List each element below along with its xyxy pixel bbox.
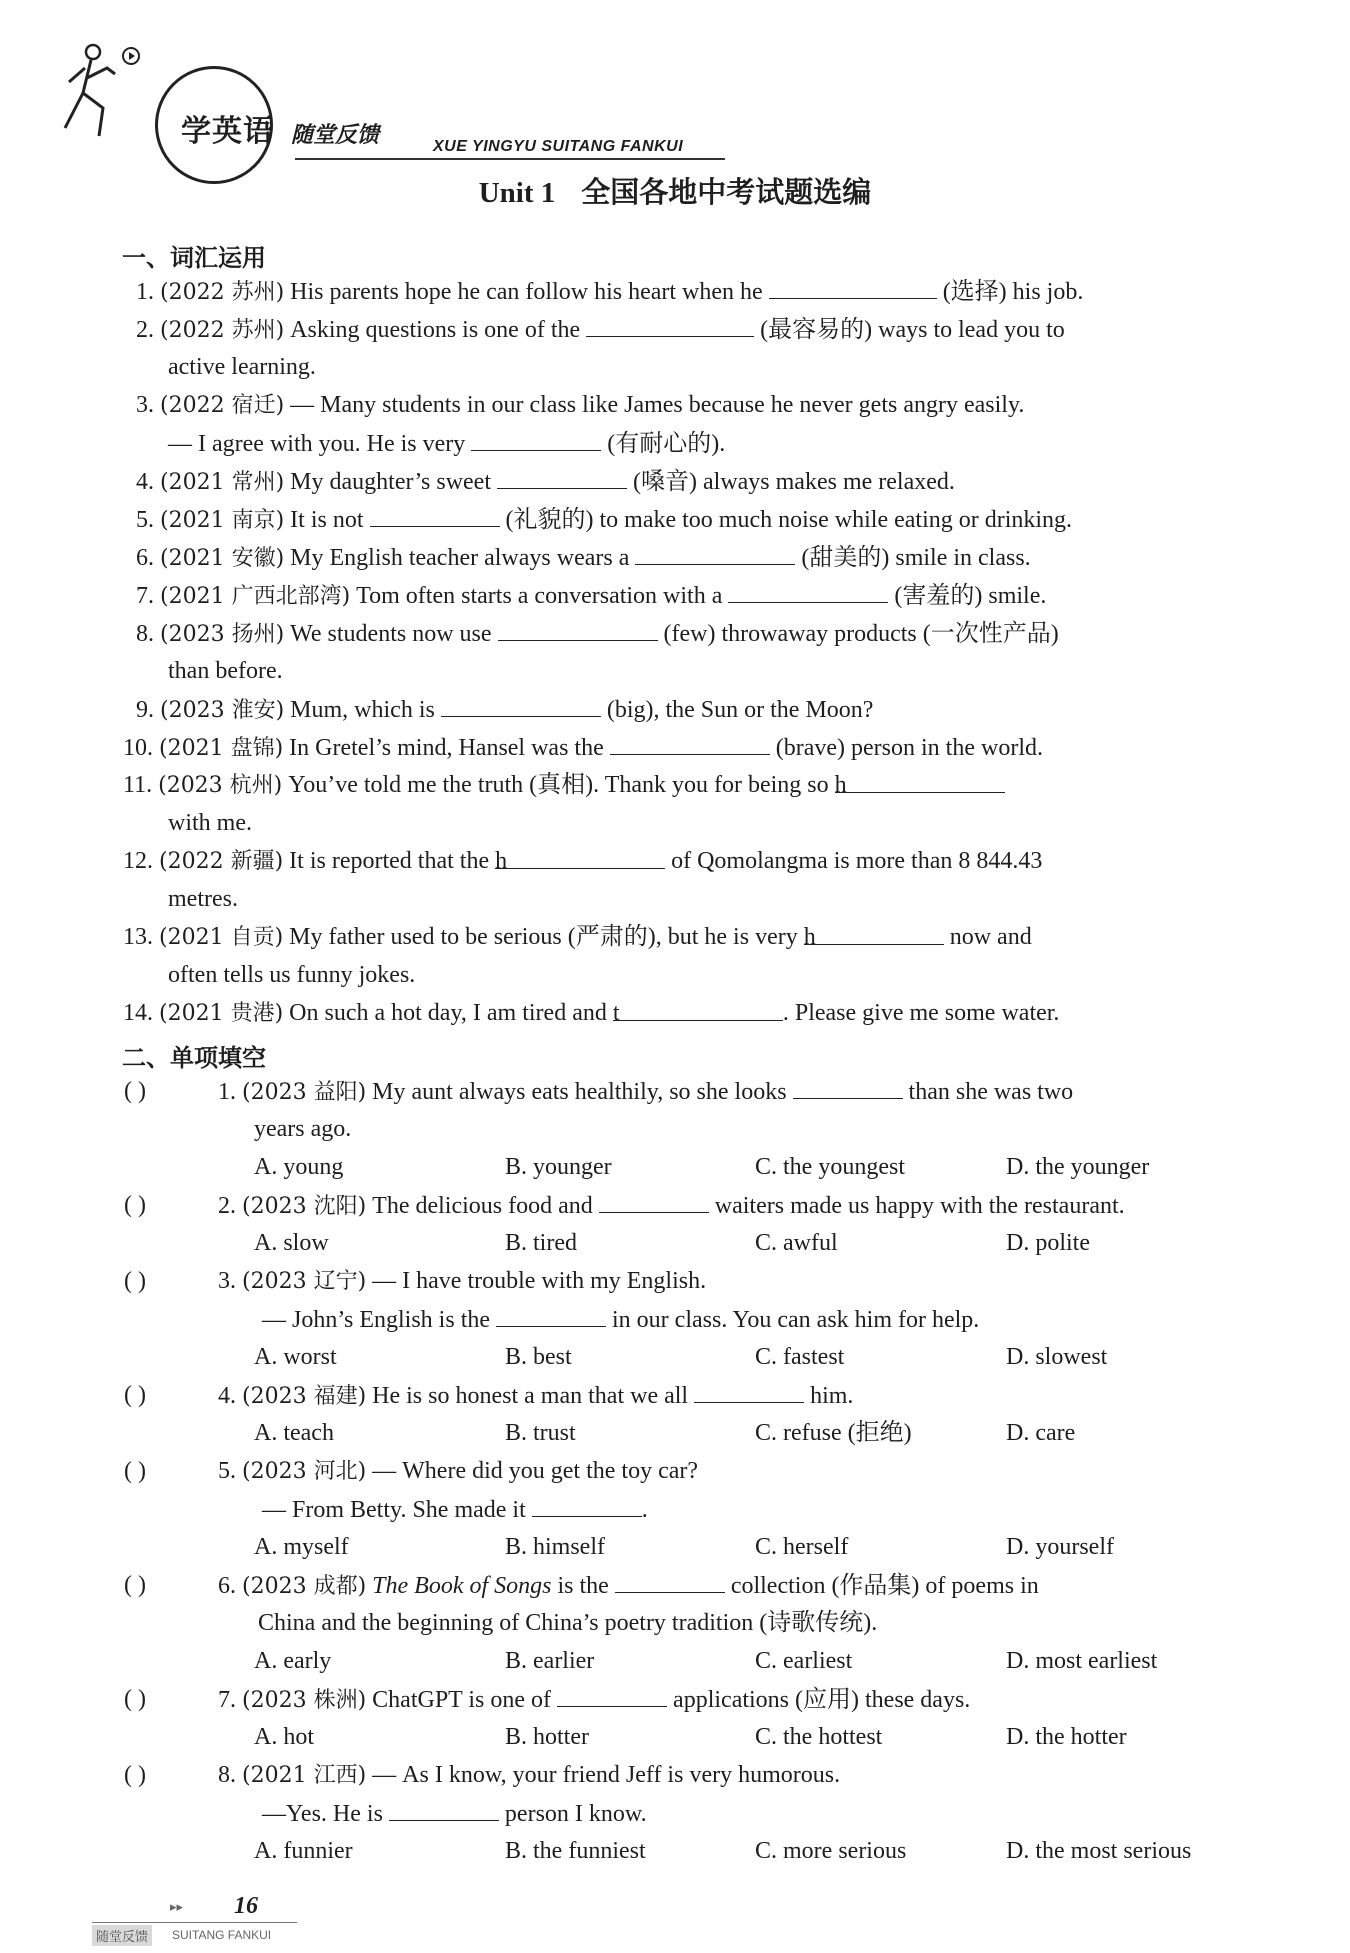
option-b[interactable]: B. trust (505, 1420, 576, 1446)
answer-blank (557, 1684, 667, 1707)
answer-blank[interactable] (635, 542, 795, 565)
choice-question-8: 8. (2021 江西) — As I know, your friend Jeff is very humorous. (218, 1762, 841, 1788)
option-a[interactable]: A. young (254, 1154, 344, 1180)
choice-question-7: 7. (2023 株洲) ChatGPT is one of applications (应用) these days. (218, 1684, 970, 1716)
answer-blank[interactable] (370, 504, 500, 527)
choice-question-4: 4. (2023 福建) He is so honest a man that we all him. (218, 1380, 853, 1412)
vocab-question-12: 12. (2022 新疆) It is reported that the h of Qomolangma is more than 8 844.43 (123, 848, 1043, 874)
option-d[interactable]: D. care (1006, 1420, 1076, 1446)
option-c[interactable]: C. earliest (755, 1648, 853, 1674)
option-b[interactable]: B. earlier (505, 1648, 595, 1674)
answer-blank[interactable] (498, 618, 658, 641)
option-c[interactable]: C. refuse (拒绝) (755, 1420, 912, 1446)
page-header (55, 38, 695, 155)
answer-blank[interactable] (441, 694, 601, 717)
option-c[interactable]: C. the hottest (755, 1724, 883, 1750)
option-c[interactable]: C. awful (755, 1230, 838, 1256)
choice-question-3-cont: — John’s English is the in our class. You can ask him for help. (262, 1304, 979, 1335)
choice-question-6-cont: China and the beginning of China’s poetry tradition (诗歌传统). (258, 1610, 878, 1636)
option-a[interactable]: A. myself (254, 1534, 349, 1560)
option-b[interactable]: B. hotter (505, 1724, 589, 1750)
option-d[interactable]: D. most earliest (1006, 1648, 1158, 1674)
option-d[interactable]: D. the younger (1006, 1154, 1150, 1180)
vocab-question-2: 2. (2022 苏州) Asking questions is one of the (最容易的) ways to lead you to (136, 314, 1065, 346)
choice-question-1: 1. (2023 益阳) My aunt always eats healthily, so she looks than she was two (218, 1076, 1073, 1108)
choice-question-2: 2. (2023 沈阳) The delicious food and waiters made us happy with the restaurant. (218, 1190, 1125, 1222)
answer-bracket[interactable]: ( ) (124, 1686, 146, 1712)
choice-question-3: 3. (2023 辽宁) — I have trouble with my English. (218, 1268, 707, 1294)
brand-pinyin: XUE YINGYU SUITANG FANKUI (433, 138, 684, 155)
option-c[interactable]: C. herself (755, 1534, 849, 1560)
answer-blank[interactable]: h (835, 770, 1005, 793)
option-b[interactable]: B. younger (505, 1154, 612, 1180)
vocab-question-3: 3. (2022 宿迁) — Many students in our class like James because he never gets angry easily. (136, 392, 1025, 418)
footer-brand-pinyin: SUITANG FANKUI (172, 1928, 272, 1942)
option-c[interactable]: C. fastest (755, 1344, 845, 1370)
unit-label: Unit 1 (478, 177, 556, 209)
chevron-right-icon: ▸▸ (170, 1899, 184, 1914)
answer-bracket[interactable]: ( ) (124, 1572, 146, 1598)
vocab-question-2-cont: active learning. (168, 354, 316, 380)
vocab-question-7: 7. (2021 广西北部湾) Tom often starts a conversation with a (害羞的) smile. (136, 580, 1046, 612)
vocab-question-8: 8. (2023 扬州) We students now use (few) throwaway products (一次性产品) (136, 618, 1059, 650)
answer-blank (599, 1190, 709, 1213)
vocab-question-4: 4. (2021 常州) My daughter’s sweet (嗓音) always makes me relaxed. (136, 466, 955, 498)
unit-title-cn: 全国各地中考试题选编 (581, 175, 872, 209)
brand-title: 学英语 (181, 114, 274, 149)
option-c[interactable]: C. more serious (755, 1838, 907, 1864)
option-a[interactable]: A. teach (254, 1420, 334, 1446)
option-c[interactable]: C. the youngest (755, 1154, 905, 1180)
answer-bracket[interactable]: ( ) (124, 1762, 146, 1788)
option-b[interactable]: B. best (505, 1344, 572, 1370)
vocab-question-6: 6. (2021 安徽) My English teacher always wears a (甜美的) smile in class. (136, 542, 1031, 574)
choice-question-5-cont: — From Betty. She made it . (262, 1494, 648, 1525)
answer-blank[interactable] (610, 732, 770, 755)
option-b[interactable]: B. the funniest (505, 1838, 646, 1864)
answer-blank (694, 1380, 804, 1403)
vocab-question-11: 11. (2023 杭州) You’ve told me the truth (真相). Thank you for being so h (123, 770, 1005, 801)
vocab-question-10: 10. (2021 盘锦) In Gretel’s mind, Hansel was the (brave) person in the world. (123, 732, 1043, 764)
page-title (0, 170, 1350, 211)
answer-blank[interactable] (497, 466, 627, 489)
vocab-question-9: 9. (2023 淮安) Mum, which is (big), the Sun or the Moon? (136, 694, 873, 726)
footer-divider (92, 1922, 297, 1923)
option-d[interactable]: D. the most serious (1006, 1838, 1192, 1864)
vocab-question-12-cont: metres. (168, 886, 238, 912)
answer-bracket[interactable]: ( ) (124, 1268, 146, 1294)
option-b[interactable]: B. himself (505, 1534, 605, 1560)
option-a[interactable]: A. early (254, 1648, 332, 1674)
answer-blank[interactable]: h (495, 846, 665, 869)
option-a[interactable]: A. slow (254, 1230, 329, 1256)
section-vocabulary-heading: 一、词汇运用 (122, 244, 266, 272)
option-d[interactable]: D. slowest (1006, 1344, 1108, 1370)
brand-subtitle: 随堂反馈 (291, 123, 380, 148)
option-d[interactable]: D. the hotter (1006, 1724, 1127, 1750)
answer-blank (615, 1570, 725, 1593)
answer-blank (532, 1494, 642, 1517)
vocab-question-3-cont: — I agree with you. He is very (有耐心的). (168, 428, 725, 459)
vocab-question-1: 1. (2022 苏州) His parents hope he can follow his heart when he (选择) his job. (136, 276, 1083, 308)
vocab-question-11-cont: with me. (168, 810, 252, 836)
option-b[interactable]: B. tired (505, 1230, 577, 1256)
option-d[interactable]: D. polite (1006, 1230, 1090, 1256)
vocab-question-14: 14. (2021 贵港) On such a hot day, I am tired and t . Please give me some water. (123, 1000, 1060, 1026)
option-a[interactable]: A. funnier (254, 1838, 353, 1864)
choice-question-5: 5. (2023 河北) — Where did you get the toy car? (218, 1458, 699, 1484)
answer-blank[interactable]: h (804, 922, 944, 945)
option-d[interactable]: D. yourself (1006, 1534, 1114, 1560)
answer-blank[interactable] (728, 580, 888, 603)
answer-blank (793, 1076, 903, 1099)
choice-question-6: 6. (2023 成都) The Book of Songs is the collection (作品集) of poems in (218, 1570, 1039, 1602)
choice-question-8-cont: —Yes. He is person I know. (262, 1798, 647, 1829)
answer-blank (389, 1798, 499, 1821)
vocab-question-5: 5. (2021 南京) It is not (礼貌的) to make too much noise while eating or drinking. (136, 504, 1072, 536)
answer-blank (496, 1304, 606, 1327)
answer-blank[interactable] (769, 276, 937, 299)
answer-bracket[interactable]: ( ) (124, 1458, 146, 1484)
runner-logo-icon (55, 38, 165, 148)
answer-bracket[interactable]: ( ) (124, 1192, 146, 1218)
answer-blank[interactable] (586, 314, 754, 337)
page-number: 16 (234, 1893, 258, 1919)
option-a[interactable]: A. worst (254, 1344, 337, 1370)
answer-bracket[interactable]: ( ) (124, 1382, 146, 1408)
answer-blank[interactable] (471, 428, 601, 451)
footer-brand: 随堂反馈 (92, 1925, 152, 1946)
vocab-question-8-cont: than before. (168, 658, 283, 684)
option-a[interactable]: A. hot (254, 1724, 314, 1750)
vocab-question-13-cont: often tells us funny jokes. (168, 962, 416, 988)
answer-blank[interactable]: t (613, 998, 783, 1021)
answer-bracket[interactable]: ( ) (124, 1078, 146, 1104)
choice-question-1-cont: years ago. (254, 1116, 352, 1142)
brand-underline (295, 158, 725, 160)
section-choice-heading: 二、单项填空 (122, 1044, 266, 1072)
vocab-question-13: 13. (2021 自贡) My father used to be serious (严肃的), but he is very h now and (123, 924, 1032, 950)
